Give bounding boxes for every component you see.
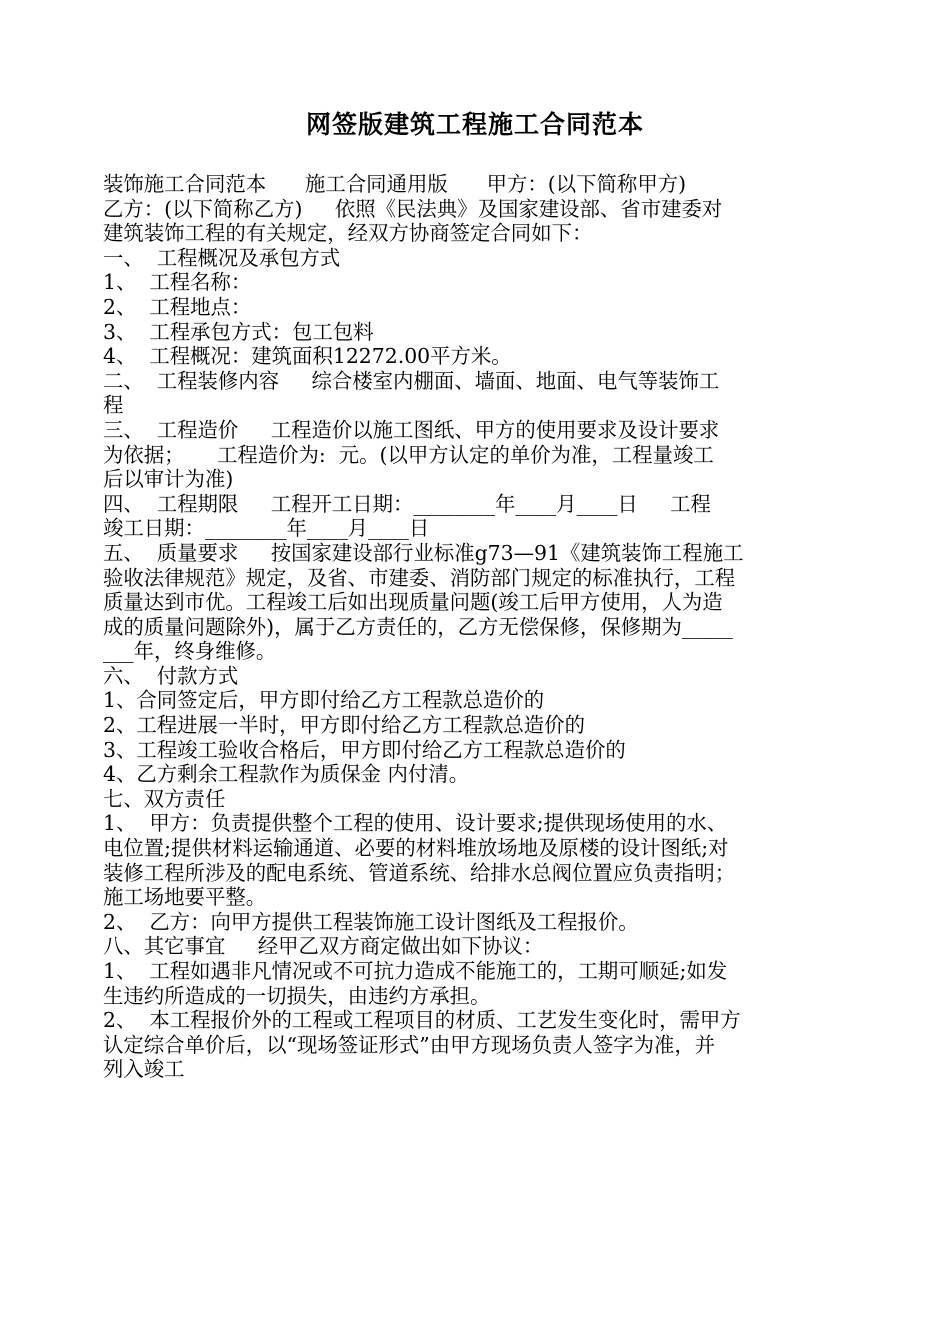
- body-line: 1、合同签定后，甲方即付给乙方工程款总造价的: [103, 688, 545, 713]
- body-line: 3、工程竣工验收合格后，甲方即付给乙方工程款总造价的: [103, 737, 626, 762]
- body-line: 电位置;提供材料运输通道、必要的材料堆放场地及原楼的设计图纸;对: [103, 836, 729, 861]
- body-line: 成的质量问题除外)，属于乙方责任的，乙方无偿保修，保修期为_____: [103, 614, 733, 639]
- body-line: 生违约所造成的一切损失，由违约方承担。: [103, 983, 491, 1008]
- body-line: 认定综合单价后，以“现场签证形式”由甲方现场负责人签字为准，并: [103, 1032, 716, 1057]
- body-line: 一、 工程概况及承包方式: [103, 245, 341, 270]
- body-line: 列入竣工: [103, 1057, 185, 1082]
- body-line: 建筑装饰工程的有关规定，经双方协商签定合同如下：: [103, 221, 593, 246]
- body-line: 五、 质量要求 按国家建设部行业标准g73—91《建筑装饰工程施工: [103, 540, 744, 565]
- body-line: 1、 工程名称：: [103, 270, 252, 295]
- body-line: 四、 工程期限 工程开工日期：________年____月____日 工程: [103, 491, 711, 516]
- document-body: [103, 172, 873, 1082]
- body-line: 1、 甲方：负责提供整个工程的使用、设计要求;提供现场使用的水、: [103, 811, 728, 836]
- body-line: 六、 付款方式: [103, 663, 239, 688]
- body-line: 竣工日期：________年____月____日: [103, 516, 430, 541]
- body-line: 2、 工程地点：: [103, 294, 252, 319]
- body-line: 乙方：(以下简称乙方) 依照《民法典》及国家建设部、省市建委对: [103, 196, 723, 221]
- body-line: 质量达到市优。工程竣工后如出现质量问题(竣工后甲方使用，人为造: [103, 590, 723, 615]
- body-line: 验收法律规范》规定，及省、市建委、消防部门规定的标准执行，工程: [103, 565, 736, 590]
- body-line: 4、乙方剩余工程款作为质保金 内付清。: [103, 762, 470, 787]
- body-line: 七、双方责任: [103, 786, 226, 811]
- body-line: 施工场地要平整。: [103, 885, 267, 910]
- body-line: 2、工程进展一半时，甲方即付给乙方工程款总造价的: [103, 713, 585, 738]
- body-line: 装饰施工合同范本 施工合同通用版 甲方：(以下简称甲方): [103, 172, 687, 196]
- body-line: 后以审计为准): [103, 467, 234, 492]
- body-line: 装修工程所涉及的配电系统、管道系统、给排水总阀位置应负责指明；: [103, 860, 736, 885]
- body-line: 1、 工程如遇非凡情况或不可抗力造成不能施工的，工期可顺延;如发: [103, 959, 728, 983]
- document-title: 网签版建筑工程施工合同范本: [305, 110, 644, 139]
- body-line: 2、 本工程报价外的工程或工程项目的材质、工艺发生变化时，需甲方: [103, 1008, 741, 1033]
- body-line: 三、 工程造价 工程造价以施工图纸、甲方的使用要求及设计要求: [103, 417, 720, 442]
- body-line: 二、 工程装修内容 综合楼室内棚面、墙面、地面、电气等装饰工: [103, 368, 720, 393]
- body-line: 3、 工程承包方式：包工包料: [103, 319, 374, 344]
- body-line: 2、 乙方：向甲方提供工程装饰施工设计图纸及工程报价。: [103, 909, 639, 934]
- body-line: 为依据； 工程造价为: 元。(以甲方认定的单价为准，工程量竣工: [103, 442, 714, 467]
- body-line: 八、其它事宜 经甲乙双方商定做出如下协议：: [103, 934, 544, 959]
- body-line: 程: [103, 393, 124, 418]
- body-line: ___年，终身维修。: [103, 639, 277, 664]
- body-line: 4、 工程概况：建筑面积12272.00平方米。: [103, 344, 512, 369]
